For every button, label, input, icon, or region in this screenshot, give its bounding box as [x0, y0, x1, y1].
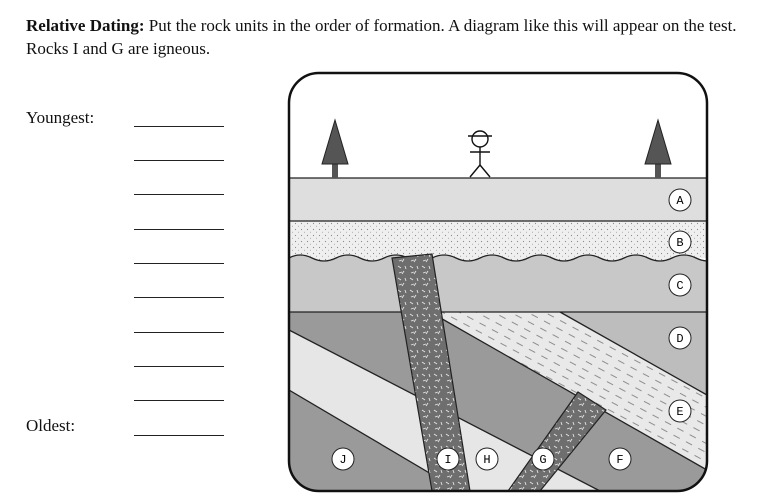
youngest-label: Youngest:	[26, 108, 95, 127]
unit-label-i	[437, 448, 459, 470]
unit-label-d	[669, 327, 691, 349]
unit-label-j	[332, 448, 354, 470]
unit-label-g	[532, 448, 554, 470]
oldest-label: Oldest:	[26, 416, 76, 435]
svg-text:D: D	[676, 332, 684, 346]
unit-label-h	[476, 448, 498, 470]
svg-text:F: F	[616, 453, 624, 467]
svg-text:I: I	[444, 453, 452, 467]
svg-text:G: G	[539, 453, 547, 467]
instructions-body: Put the rock units in the order of formation. A diagram like this will appear on the test. Rocks I and G are igneous.	[26, 16, 737, 58]
svg-text:C: C	[676, 279, 684, 293]
svg-text:J: J	[339, 453, 347, 467]
svg-text:E: E	[676, 405, 684, 419]
unit-label-b	[669, 231, 691, 253]
unit-label-e	[669, 400, 691, 422]
svg-text:A: A	[676, 194, 684, 208]
sky-area	[289, 73, 707, 178]
layer-c	[289, 255, 720, 312]
svg-text:H: H	[483, 453, 491, 467]
layer-a	[289, 178, 707, 221]
unit-label-f	[609, 448, 631, 470]
instructions-heading: Relative Dating:	[26, 16, 145, 35]
svg-text:B: B	[676, 236, 684, 250]
unit-label-c	[669, 274, 691, 296]
unit-label-a	[669, 189, 691, 211]
